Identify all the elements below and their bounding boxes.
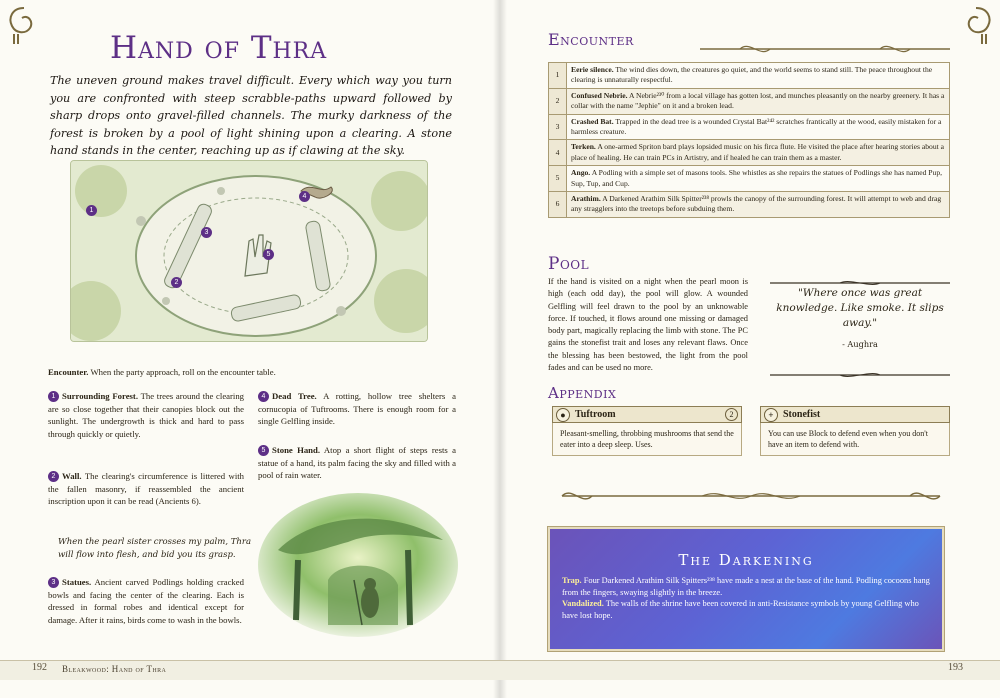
- darkening-title: The Darkening: [678, 551, 814, 569]
- area-entry: 4 Dead Tree. A rotting, hollow tree shelters a cornucopia of Tuftrooms. There is enough room for a single Gelfling inside.: [258, 391, 456, 427]
- book-gutter: [493, 0, 507, 698]
- encounter-table: [548, 62, 950, 218]
- encounter-lead: Encounter. When the party approach, roll on the encounter table.: [48, 367, 276, 377]
- table-row: 6 Arathim. A Darkened Arathim Silk Spitter²³⁸ prowls the canopy of the surrounding forest. It will attempt to web and drag any stragglers into the treetops before subduing them.: [549, 192, 950, 218]
- table-row: 1 Eerie silence. The wind dies down, the creatures go quiet, and the world seems to stand still. The peace throughout the clearing is unnaturally respectful.: [549, 63, 950, 89]
- pool-heading: Pool: [548, 254, 590, 274]
- page-title: Hand of Thra: [110, 30, 328, 66]
- stonefist-card: + Stonefist You can use Block to defend even when you don't have an item to defend with.: [760, 406, 950, 456]
- vine-divider-icon: [552, 484, 950, 508]
- appendix-heading: Appendix: [548, 384, 617, 402]
- encounter-heading: Encounter: [548, 30, 634, 49]
- area-entry: 5 Stone Hand. Atop a short flight of steps rests a statue of a hand, its palm facing the sky and filled with a pool of rain water.: [258, 445, 456, 481]
- tuftroom-card: ● Tuftroom 2 Pleasant-smelling, throbbing mushrooms that send the eater into a deep sleep. Uses.: [552, 406, 742, 456]
- corner-ornament-icon: [956, 4, 996, 44]
- item-pouch-icon: ●: [556, 408, 570, 422]
- area-entry: 2 Wall. The clearing's circumference is littered with the fallen masonry, if reassembled the ancient inscription upon it can be read (Ancients 6).: [48, 471, 245, 507]
- map-marker: 4: [299, 191, 310, 202]
- area-entry: 1 Surrounding Forest. The trees around the clearing are so close together that their canopies block out the sunlight. The undergrowth is thick and hard to pass through quickly or quietly.: [48, 391, 245, 439]
- plus-icon: +: [764, 408, 778, 422]
- darkening-box: [548, 527, 944, 651]
- handwritten-inscription: When the pearl sister crosses my palm, Thra will flow into flesh, and bid you its grasp.: [58, 537, 252, 560]
- clearing-map: [70, 160, 428, 342]
- area-entry: 3 Statues. Ancient carved Podlings holding cracked bowls and facing the center of the clearing. Each is dressed in formal robes and identical except for damage. After it rains, birds come to wash in the bowls.: [48, 577, 244, 625]
- uses-badge: 2: [725, 408, 738, 421]
- table-row: 5 Ango. A Podling with a simple set of masons tools. She whistles as she repairs the statues of Podlings she has named Pup, Sup, Tup, and Cup.: [549, 166, 950, 192]
- map-illustration: [71, 161, 428, 342]
- pool-text: If the hand is visited on a night when the pearl moon is high (each odd day), the pool will glow. A wounded Gelfling will feel drawn to the pool by an unknowable force. If touched, it flows around one missing or damaged body part, magically replacing the limb with stone. The PC gains the stonefist trait and loses any relevant flaws. Once the blessing has been bestowed, the light from the pool fades and can be used no more.: [548, 277, 748, 373]
- page-number-left: 192: [32, 662, 47, 673]
- quote-attribution: - Aughra: [842, 339, 878, 349]
- map-marker: 1: [86, 205, 97, 216]
- table-row: 2 Confused Nebrie. A Nebrie²³⁰ from a local village has gotten lost, and munches pleasantly on the nearby greenery. It has a collar with the name "Jephie" on it and a broken lead.: [549, 88, 950, 114]
- forest-illustration: [258, 490, 463, 640]
- table-row: 4 Terken. A one-armed Spriton bard plays lopsided music on his firca flute. He visited the place after hearing stories about a place of healing. He can train PCs in Artistry, and if healed he can train them as a master.: [549, 140, 950, 166]
- quote-text: "Where once was great knowledge. Like smoke. It slips away.": [776, 287, 944, 329]
- map-marker: 5: [263, 249, 274, 260]
- darkening-trap: Trap. Four Darkened Arathim Silk Spitters²³⁸ have made a nest at the base of the hand. Podling cocoons hang from the fingers, swaying slightly in the breeze.: [562, 576, 930, 597]
- intro-text: The uneven ground makes travel difficult. Every which way you turn you are confronted with steep scrabble-paths upward followed by sharp drops onto gravel-filled channels. The murky darkness of the forest is broken by a pool of light shining upon a clearing. A stone hand stands in the center, reaching up as if clawing at the sky.: [50, 74, 452, 158]
- aughra-quote: [770, 286, 950, 352]
- darkening-vandalized: Vandalized. The walls of the shrine have been covered in anti-Resistance symbols by young Gelfling who have lost hope.: [562, 599, 919, 620]
- map-marker: 3: [201, 227, 212, 238]
- corner-ornament-icon: [4, 4, 44, 44]
- map-marker: 2: [171, 277, 182, 288]
- table-row: 3 Crashed Bat. Trapped in the dead tree is a wounded Crystal Bat²⁴² scratches frantically at the wood, easily mistaken for a harmless creature.: [549, 114, 950, 140]
- quote-rule-bottom-icon: [770, 370, 950, 380]
- footer-title: Bleakwood: Hand of Thra: [62, 664, 167, 674]
- page-number-right: 193: [948, 662, 963, 673]
- vine-divider-icon: [700, 40, 950, 58]
